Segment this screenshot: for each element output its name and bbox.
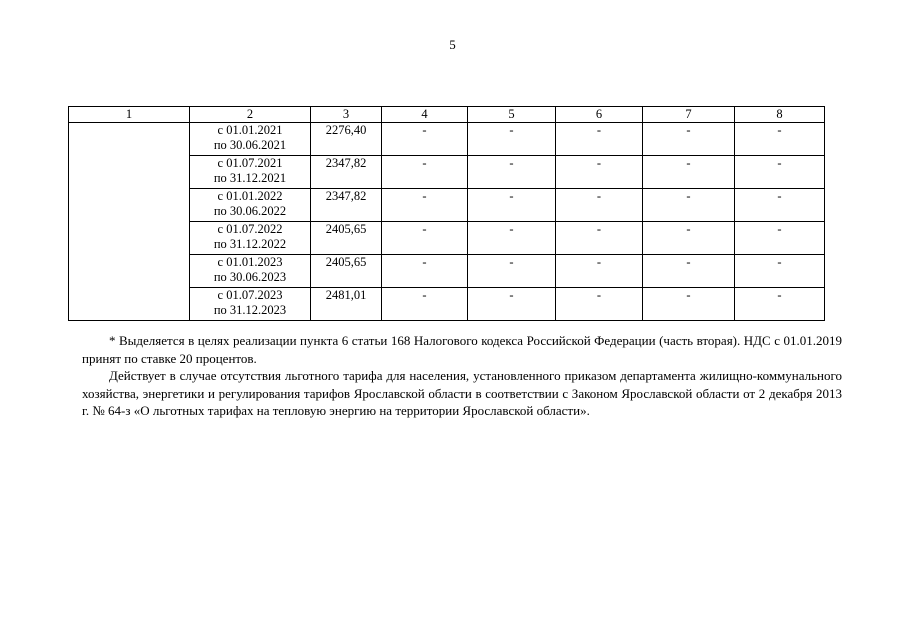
dash-cell: - [735, 123, 825, 156]
tariff-value: 2481,01 [325, 288, 367, 302]
notes [82, 332, 842, 420]
period-cell [190, 288, 311, 321]
period-from: с 01.07.2022 [217, 222, 283, 236]
dash-cell: - [643, 288, 735, 321]
tariff-value: 2276,40 [325, 123, 367, 137]
dash-cell: - [735, 156, 825, 189]
dash-cell: - [643, 156, 735, 189]
period-from: с 01.01.2023 [217, 255, 283, 269]
dash-cell: - [556, 156, 643, 189]
period-cell [190, 156, 311, 189]
dash-cell: - [735, 222, 825, 255]
page-number: 5 [449, 37, 456, 52]
dash-cell: - [468, 156, 556, 189]
empty-cell [69, 123, 190, 321]
dash-cell: - [382, 189, 468, 222]
column-header: 5 [468, 107, 556, 123]
column-header: 7 [643, 107, 735, 123]
dash-cell: - [643, 255, 735, 288]
footnote: * Выделяется в целях реализации пункта 6 статьи 168 Налогового кодекса Российской Федерации (часть вторая). НДС с 01.01.2019 принят по ставке 20 процентов. [82, 333, 842, 366]
table-header-row [69, 107, 825, 123]
dash-cell: - [556, 222, 643, 255]
dash-cell: - [382, 123, 468, 156]
period-cell [190, 222, 311, 255]
column-header: 2 [190, 107, 311, 123]
period-cell [190, 189, 311, 222]
column-header: 3 [311, 107, 382, 123]
dash-cell: - [735, 255, 825, 288]
period-cell [190, 255, 311, 288]
column-header: 4 [382, 107, 468, 123]
dash-cell: - [643, 222, 735, 255]
tariff-value: 2347,82 [325, 156, 367, 170]
period-to: по 30.06.2023 [213, 270, 287, 284]
tariff-value-cell [311, 222, 382, 255]
dash-cell: - [643, 123, 735, 156]
period-to: по 31.12.2023 [213, 303, 287, 317]
period-to: по 31.12.2022 [213, 237, 287, 251]
tariff-value: 2347,82 [325, 189, 367, 203]
table-row [69, 123, 825, 156]
period-from: с 01.07.2021 [217, 156, 283, 170]
dash-cell: - [556, 255, 643, 288]
dash-cell: - [556, 123, 643, 156]
dash-cell: - [468, 123, 556, 156]
column-header: 8 [735, 107, 825, 123]
tariff-value-cell [311, 123, 382, 156]
dash-cell: - [382, 255, 468, 288]
period-to: по 30.06.2022 [213, 204, 287, 218]
dash-cell: - [382, 288, 468, 321]
dash-cell: - [468, 189, 556, 222]
tariff-table [68, 106, 825, 321]
dash-cell: - [382, 156, 468, 189]
dash-cell: - [468, 222, 556, 255]
period-from: с 01.07.2023 [217, 288, 283, 302]
tariff-value-cell [311, 255, 382, 288]
dash-cell: - [735, 288, 825, 321]
period-to: по 31.12.2021 [213, 171, 287, 185]
column-header: 6 [556, 107, 643, 123]
tariff-value: 2405,65 [325, 255, 367, 269]
tariff-value-cell [311, 189, 382, 222]
tariff-value-cell [311, 156, 382, 189]
dash-cell: - [556, 288, 643, 321]
dash-cell: - [382, 222, 468, 255]
dash-cell: - [468, 288, 556, 321]
note-paragraph: Действует в случае отсутствия льготного тарифа для населения, установленного приказом департамента жилищно-коммунального хозяйства, энергетики и регулирования тарифов Ярославской области в соответствии с Законом Ярославской области от 2 декабря 2013 г. № 64-з «О льготных тарифах на тепловую энергию на территории Ярославской области». [82, 368, 842, 418]
tariff-value: 2405,65 [325, 222, 367, 236]
dash-cell: - [643, 189, 735, 222]
period-cell [190, 123, 311, 156]
dash-cell: - [556, 189, 643, 222]
period-to: по 30.06.2021 [213, 138, 287, 152]
tariff-value-cell [311, 288, 382, 321]
dash-cell: - [735, 189, 825, 222]
period-from: с 01.01.2021 [217, 123, 283, 137]
period-from: с 01.01.2022 [217, 189, 283, 203]
column-header: 1 [69, 107, 190, 123]
dash-cell: - [468, 255, 556, 288]
